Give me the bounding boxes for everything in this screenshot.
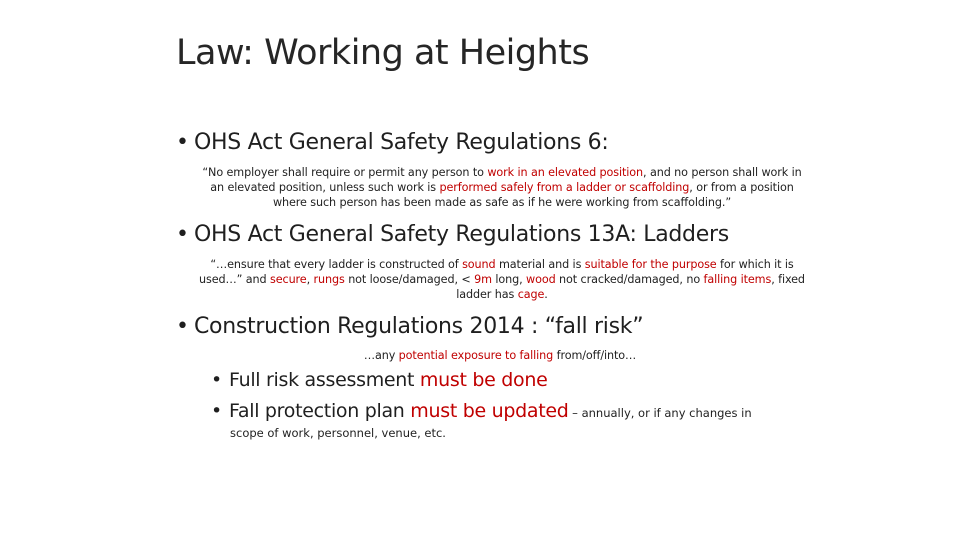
bullet-icon: • xyxy=(176,222,189,247)
sub-bullet-fall-protection xyxy=(211,400,752,422)
quote-text: not cracked/damaged, no xyxy=(555,273,704,286)
section-heading-text: OHS Act General Safety Regulations 6: xyxy=(194,130,609,155)
sub-bullet-emphasis: must be updated xyxy=(410,400,569,422)
sub-bullet-note: – annually, or if any changes in xyxy=(568,406,752,420)
section-heading-text: OHS Act General Safety Regulations 13A: Ladders xyxy=(194,222,729,247)
quote-text: , or from a position where such person has been made as safe as if he were working from scaffolding.” xyxy=(272,181,794,209)
sub-bullet-continuation: scope of work, personnel, venue, etc. xyxy=(230,426,446,440)
sub-bullet-emphasis: must be done xyxy=(419,369,548,391)
quote-text: for which it is used…” and xyxy=(199,258,794,286)
bullet-icon: • xyxy=(211,369,222,391)
sub-bullet-text: Fall protection plan xyxy=(229,400,411,422)
quote-text: , xyxy=(306,273,314,286)
bullet-icon: • xyxy=(211,400,222,422)
quote-emphasis: wood xyxy=(526,273,556,286)
quote-gsr6 xyxy=(200,165,804,210)
quote-text: . xyxy=(544,288,548,301)
quote-emphasis: rungs xyxy=(313,273,345,286)
quote-emphasis: performed safely from a ladder or scaffolding xyxy=(439,181,690,194)
section-heading-construction xyxy=(176,314,643,339)
quote-emphasis: cage xyxy=(517,288,545,301)
quote-emphasis: falling items xyxy=(703,273,772,286)
bullet-icon: • xyxy=(176,314,189,339)
quote-text: long, xyxy=(491,273,527,286)
quote-construction xyxy=(330,348,670,363)
sub-bullet-risk-assessment xyxy=(211,369,547,391)
section-heading-gsr6 xyxy=(176,130,609,155)
quote-text: , fixed ladder has xyxy=(456,273,805,301)
quote-text: , and no person shall work in an elevated position, unless such work is xyxy=(210,166,802,194)
slide-title: Law: Working at Heights xyxy=(176,33,590,73)
quote-emphasis: work in an elevated position xyxy=(487,166,644,179)
bullet-icon: • xyxy=(176,130,189,155)
section-heading-text: Construction Regulations 2014 : “fall risk” xyxy=(194,314,644,339)
quote-text: “…ensure that every ladder is constructed of xyxy=(210,258,463,271)
quote-text: …any xyxy=(363,349,399,362)
quote-gsr13a xyxy=(198,257,806,302)
quote-emphasis: suitable for the purpose xyxy=(584,258,717,271)
quote-text: material and is xyxy=(495,258,585,271)
sub-bullet-text: Full risk assessment xyxy=(229,369,420,391)
quote-emphasis: potential exposure to falling xyxy=(398,349,554,362)
section-heading-gsr13a xyxy=(176,222,729,247)
quote-text: from/off/into… xyxy=(553,349,637,362)
quote-emphasis: secure xyxy=(270,273,307,286)
quote-emphasis: 9m xyxy=(474,273,492,286)
quote-emphasis: sound xyxy=(462,258,496,271)
quote-text: not loose/damaged, < xyxy=(344,273,475,286)
quote-text: “No employer shall require or permit any person to xyxy=(202,166,488,179)
